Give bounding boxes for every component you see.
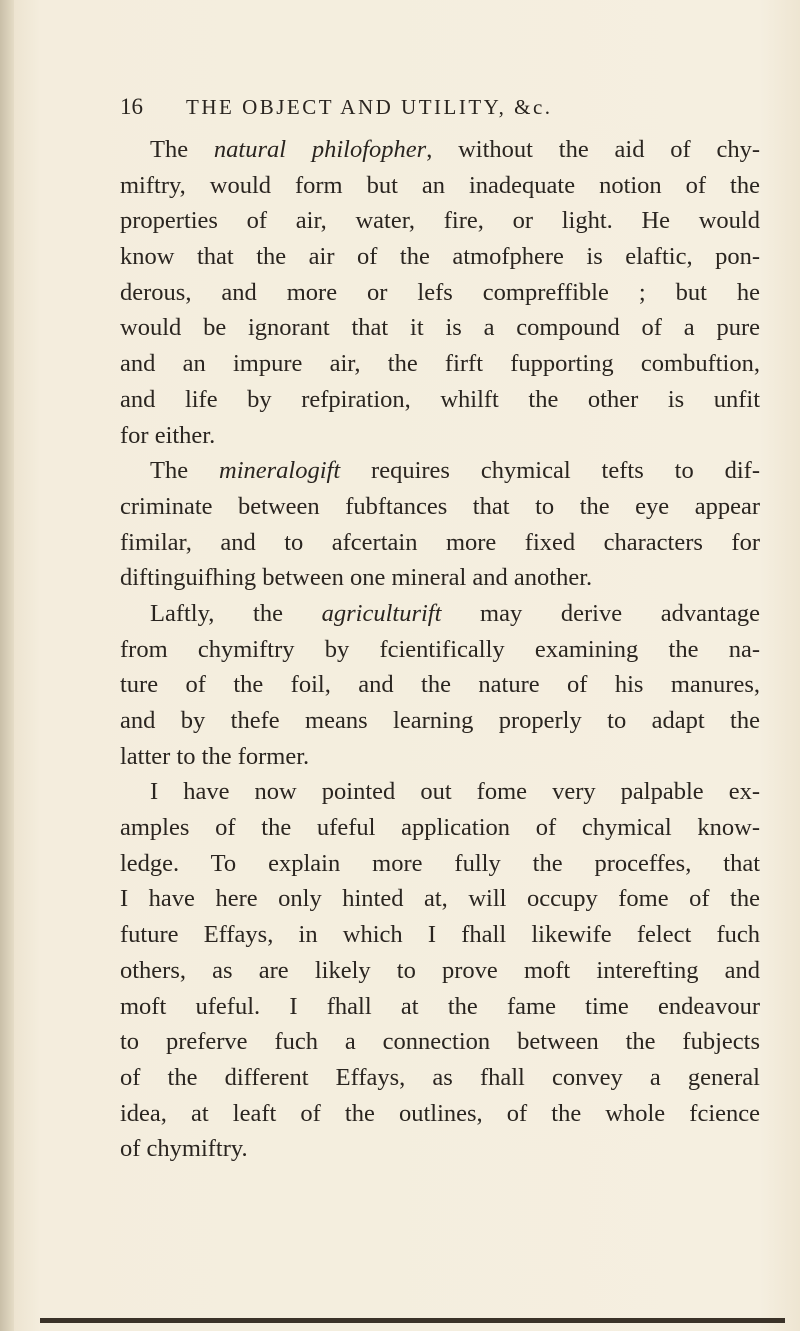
text-line: ture of the foil, and the nature of his manures, — [120, 671, 760, 699]
text-line: to preferve fuch a connection between the fubjects — [120, 1028, 760, 1056]
text-line: and an impure air, the firft fupporting combuftion, — [120, 350, 760, 378]
running-head — [120, 94, 760, 134]
text-line: derous, and more or lefs compreffible ; but he — [120, 278, 760, 306]
text-line: Laftly, the agriculturift may derive advantage — [150, 599, 761, 627]
text-line: for either. — [120, 421, 216, 449]
bottom-rule — [40, 1318, 785, 1323]
text-line: miftry, would form but an inadequate notion of the — [120, 171, 760, 199]
text-line: The natural philofopher, without the aid of chy- — [150, 136, 760, 163]
binding-edge — [0, 0, 14, 1331]
text-line: know that the air of the atmofphere is elaftic, pon- — [120, 243, 760, 271]
text-line: fimilar, and to afcertain more fixed characters for — [120, 528, 760, 556]
text-line: diftinguifhing between one mineral and another. — [120, 564, 593, 592]
running-title: THE OBJECT AND UTILITY, &c. — [186, 95, 553, 119]
text-line: ledge. To explain more fully the proceffes, that — [120, 849, 760, 877]
text-line: and by thefe means learning properly to adapt the — [120, 707, 760, 734]
text-line: criminate between fubftances that to the eye appear — [120, 492, 760, 520]
text-line: of chymiftry. — [120, 1135, 248, 1163]
text-line: latter to the former. — [120, 742, 310, 770]
text-line: would be ignorant that it is a compound of a pure — [120, 314, 760, 342]
text-line: I have here only hinted at, will occupy fome of the — [120, 885, 760, 913]
body-text — [120, 132, 760, 1167]
text-line: idea, at leaft of the outlines, of the whole fcience — [120, 1099, 760, 1127]
text-line: amples of the ufeful application of chymical know- — [120, 814, 760, 842]
text-line: properties of air, water, fire, or light. He would — [120, 207, 760, 235]
text-line: others, as are likely to prove moft interefting and — [120, 956, 760, 984]
text-line: moft ufeful. I fhall at the fame time endeavour — [120, 992, 760, 1020]
text-line: future Effays, in which I fhall likewife felect fuch — [120, 921, 760, 949]
text-line: The mineralogift requires chymical tefts to dif- — [150, 457, 760, 485]
text-line: of the different Effays, as fhall convey a general — [120, 1063, 760, 1091]
text-line: and life by refpiration, whilft the other is unfit — [120, 385, 760, 413]
text-line: from chymiftry by fcientifically examining the na- — [120, 635, 760, 663]
page-number: 16 — [120, 94, 143, 119]
text-line: I have now pointed out fome very palpable ex- — [150, 778, 760, 806]
